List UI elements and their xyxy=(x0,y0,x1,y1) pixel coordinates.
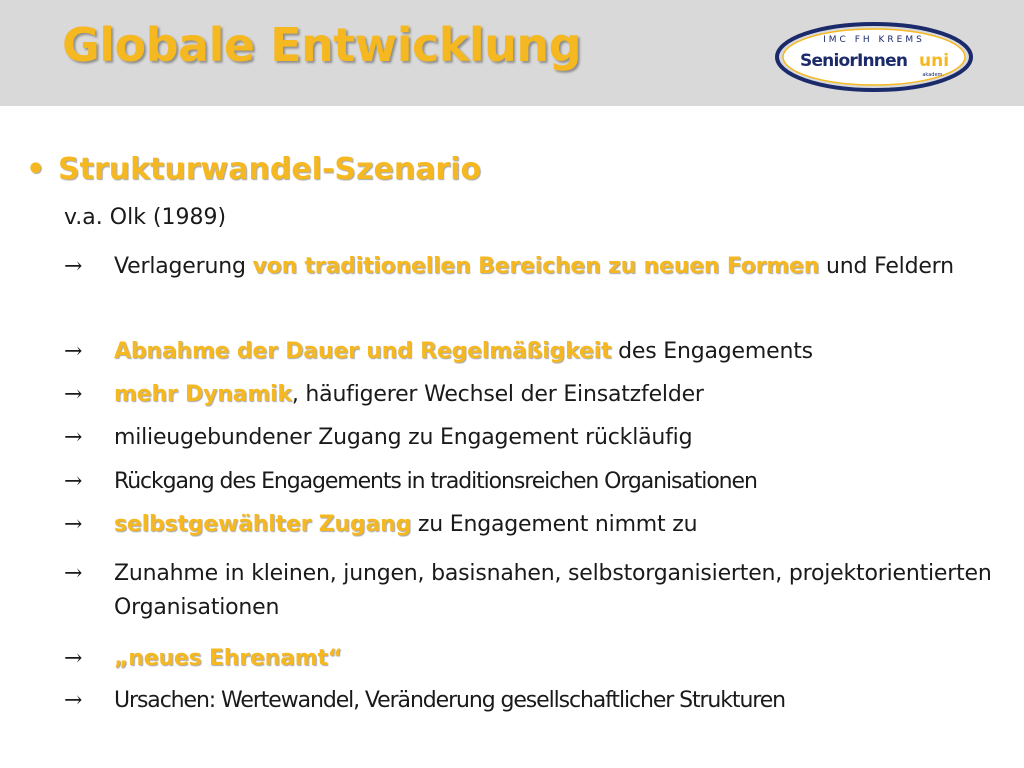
list-item-pre: Verlagerung xyxy=(114,254,253,279)
slide-title: Globale Entwicklung xyxy=(62,18,582,72)
list-item-highlight: „neues Ehrenamt“ xyxy=(114,646,343,671)
bullet-heading: Strukturwandel-Szenario xyxy=(58,152,482,187)
list-item-pre: milieugebundener Zugang zu Engagement rückläufig xyxy=(114,425,693,450)
list-item-highlight: Abnahme der Dauer und Regelmäßigkeit xyxy=(114,339,612,364)
list-item-post: des Engagements xyxy=(611,339,813,364)
logo-main-text: SeniorInnen xyxy=(800,51,908,71)
list-item-text xyxy=(114,642,1004,676)
list-item-post: , häufigerer Wechsel der Einsatzfelder xyxy=(291,382,704,407)
arrow-right-icon: → xyxy=(64,688,83,713)
list-item-text xyxy=(114,684,1004,718)
list-item-text xyxy=(114,250,1004,284)
logo-top-text: IMC FH KREMS xyxy=(823,35,925,45)
arrow-right-icon: → xyxy=(64,339,83,364)
list-item-highlight: mehr Dynamik xyxy=(114,382,292,407)
arrow-right-icon: → xyxy=(64,254,83,279)
list-item-text xyxy=(114,378,1004,412)
arrow-right-icon: → xyxy=(64,469,83,494)
list-item-pre: Ursachen: Wertewandel, Veränderung gesellschaftlicher Strukturen xyxy=(114,688,786,713)
bullet-heading-row xyxy=(26,152,481,187)
source-citation: v.a. Olk (1989) xyxy=(64,205,227,230)
logo-tagline: akadem. xyxy=(922,72,944,78)
list-item-text xyxy=(114,335,1004,369)
list-item-highlight: von traditionellen Bereichen zu neuen Formen xyxy=(252,254,820,279)
arrow-right-icon: → xyxy=(64,561,83,586)
logo-uni-text: uni xyxy=(919,51,950,71)
list-item-text xyxy=(114,508,1004,542)
list-item-pre: Zunahme in kleinen, jungen, basisnahen, selbstorganisierten, projektorientierten Organisationen xyxy=(114,561,992,620)
list-item-text xyxy=(114,557,1004,625)
list-item-post: zu Engagement nimmt zu xyxy=(411,512,698,537)
bullet-icon: • xyxy=(26,152,46,187)
arrow-right-icon: → xyxy=(64,382,83,407)
list-item-highlight: selbstgewählter Zugang xyxy=(114,512,412,537)
list-item-text xyxy=(114,421,1004,455)
list-item-pre: Rückgang des Engagements in traditionsreichen Organisationen xyxy=(114,469,757,494)
arrow-right-icon: → xyxy=(64,512,83,537)
arrow-right-icon: → xyxy=(64,425,83,450)
arrow-right-icon: → xyxy=(64,646,83,671)
list-item-text xyxy=(114,465,1004,499)
list-item-post: und Feldern xyxy=(819,254,954,279)
